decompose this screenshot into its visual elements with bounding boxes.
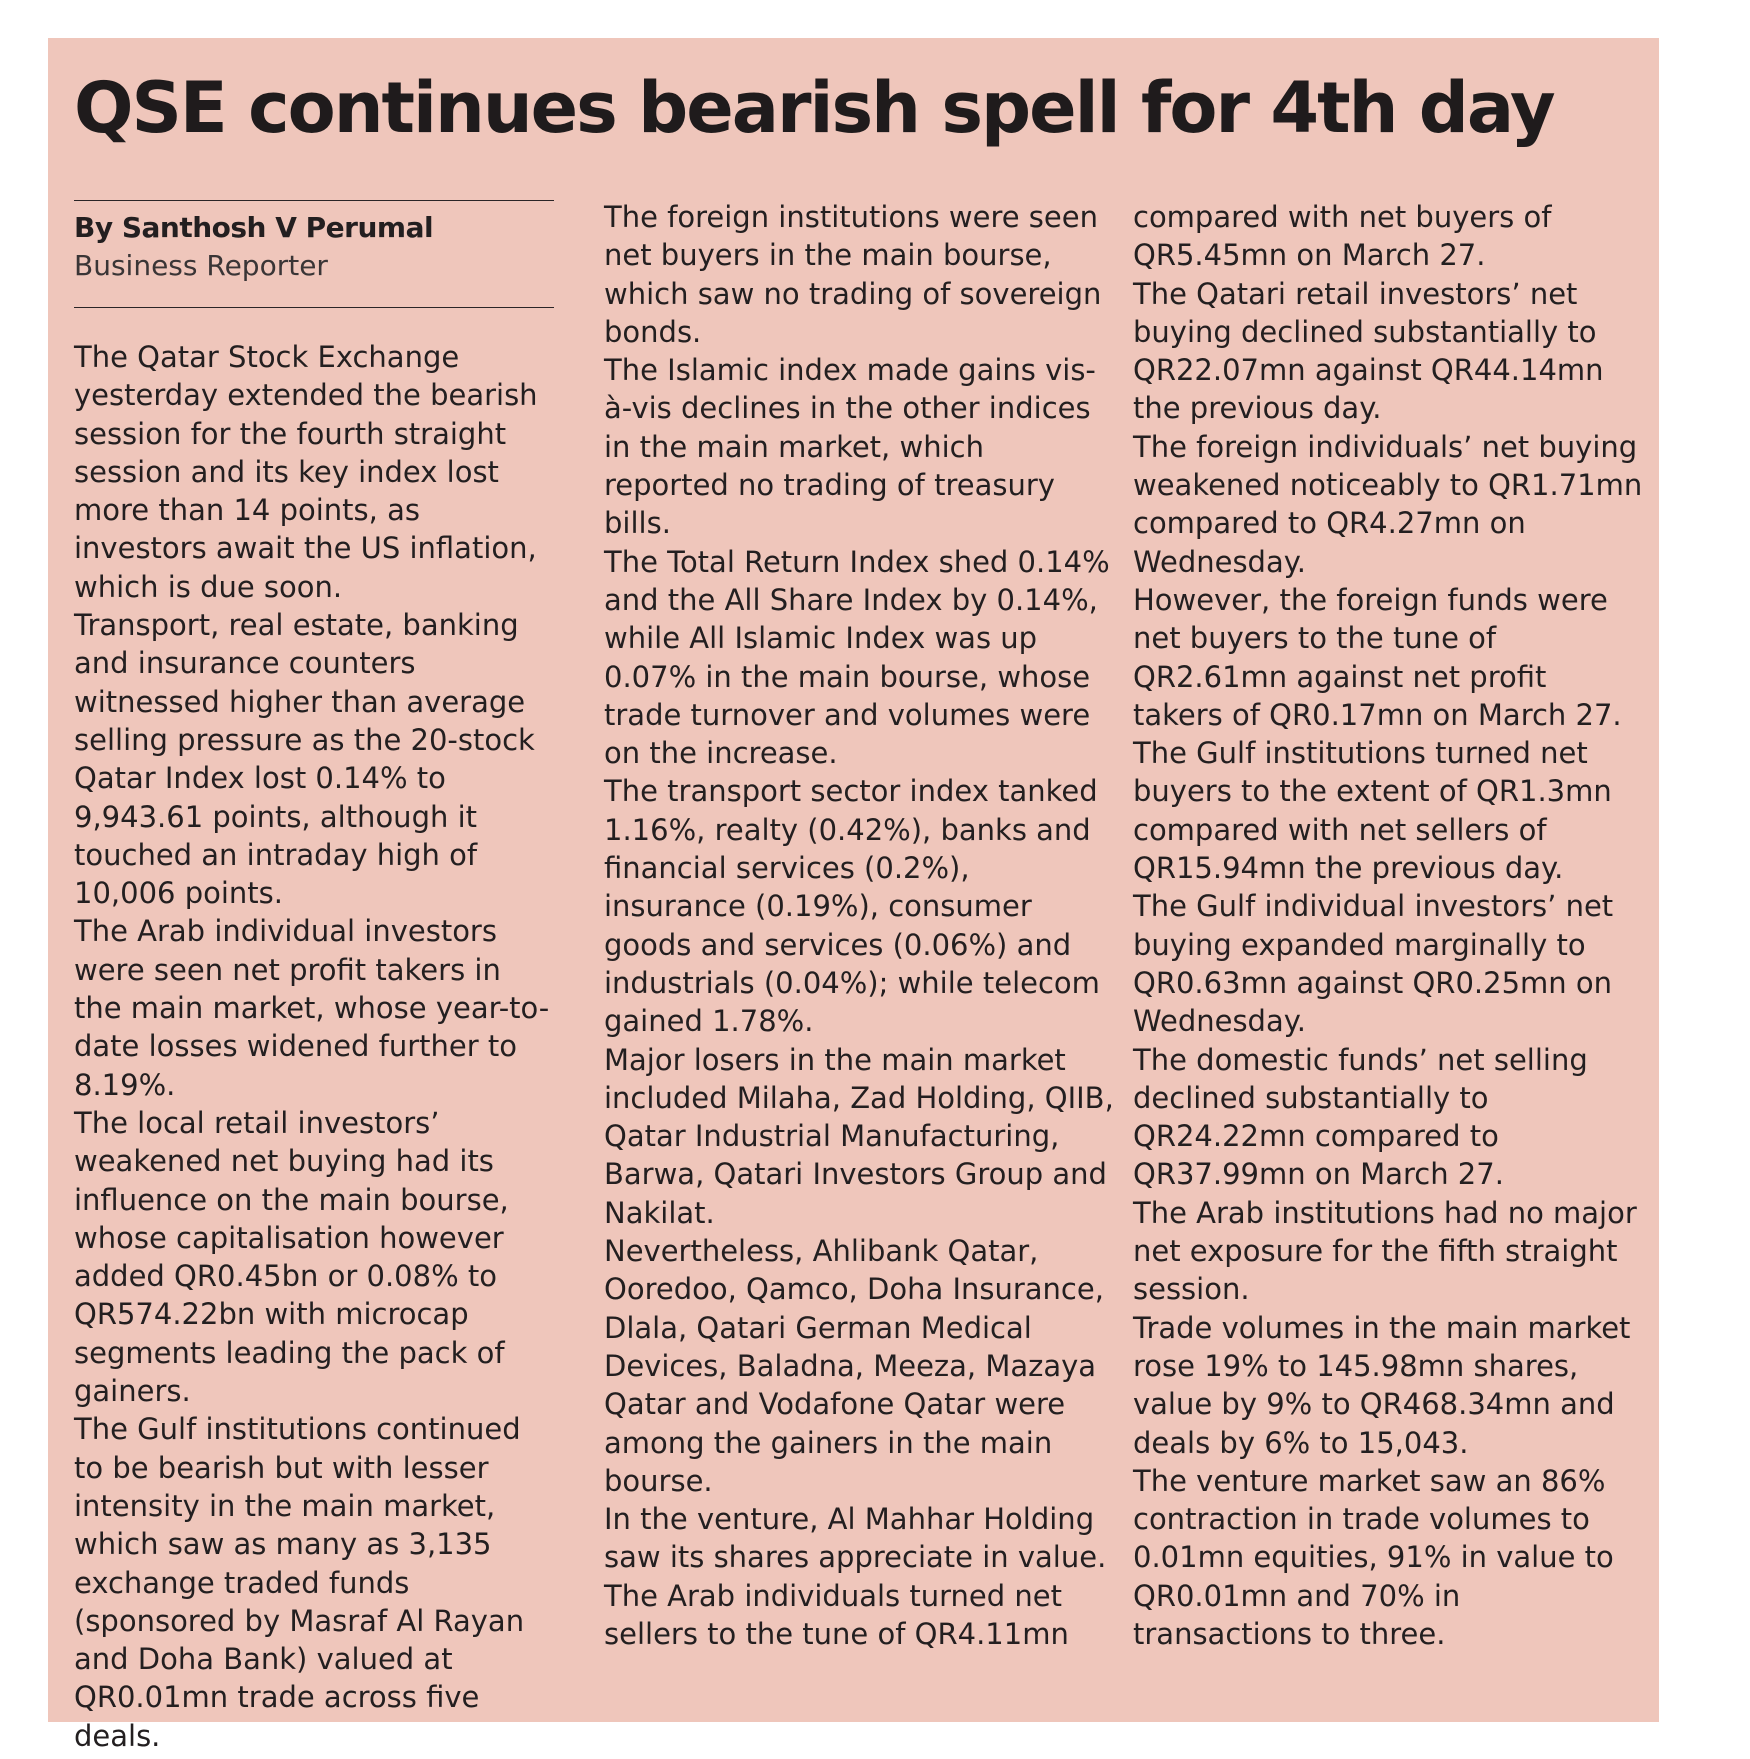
paragraph: Trade volumes in the main market rose 19% to 145.98mn shares, value by 9% to QR468.34mn and deals by 6% to 15,043. bbox=[1133, 1310, 1631, 1460]
paragraph: The Gulf individual investors’ net buying expanded marginally to QR0.63mn against QR0.25mn on Wednesday. bbox=[1133, 889, 1614, 1039]
paragraph: The local retail investors’ weakened net buying had its influence on the main bourse, whose capitalisation however added QR0.45bn or 0.08% to QR574.22bn with microcap segments leading the pack of gainers. bbox=[74, 1105, 509, 1409]
paragraph: The domestic funds’ net selling declined substantially to QR24.22mn compared to QR37.99mn on March 27. bbox=[1133, 1042, 1588, 1192]
paragraph: However, the foreign funds were net buyers to the tune of QR2.61mn against net profit takers of QR0.17mn on March 27. bbox=[1133, 582, 1622, 732]
paragraph: The transport sector index tanked 1.16%, realty (0.42%), banks and financial services (0.2%), insurance (0.19%), consumer goods and services (0.06%) and industrials (0.04%); while telecom gained 1.78%. bbox=[604, 774, 1100, 1039]
article-panel bbox=[48, 38, 1659, 1753]
paragraph: The Islamic index made gains vis-à-vis declines in the other indices in the main market, which reported no trading of treasury bills. bbox=[604, 353, 1096, 541]
paragraph: The foreign institutions were seen net buyers in the main bourse, which saw no trading of sovereign bonds. bbox=[604, 200, 1102, 349]
column-2 bbox=[604, 198, 1114, 1653]
headline: QSE continues bearish spell for 4th day bbox=[74, 67, 1554, 149]
paragraph: compared with net buyers of QR5.45mn on March 27. bbox=[1133, 200, 1552, 273]
paragraph: The Arab institutions had no major net exposure for the fifth straight session. bbox=[1133, 1195, 1637, 1307]
paragraph: Transport, real estate, banking and insurance counters witnessed higher than average selling pressure as the 20-stock Qatar Index lost 0.14% to 9,943.61 points, although it touched an intraday high of 10,006 points. bbox=[74, 608, 535, 911]
column-1 bbox=[74, 200, 554, 1755]
paragraph: The venture market saw an 86% contraction in trade volumes to 0.01mn equities, 91% in value to QR0.01mn and 70% in transactions to three. bbox=[1133, 1463, 1614, 1651]
paragraph: The Gulf institutions turned net buyers to the extent of QR1.3mn compared with net sellers of QR15.94mn the previous day. bbox=[1133, 736, 1612, 886]
paragraph: The Arab individuals turned net sellers to the tune of QR4.11mn bbox=[604, 1578, 1069, 1651]
author-role: Business Reporter bbox=[74, 249, 328, 282]
author-name: By Santhosh V Perumal bbox=[74, 211, 434, 244]
byline bbox=[74, 200, 554, 308]
paragraph: The Qatari retail investors’ net buying declined substantially to QR22.07mn against QR44.14mn the previous day. bbox=[1133, 276, 1604, 426]
paragraph: Major losers in the main market included Milaha, Zad Holding, QIIB, Qatar Industrial Manufacturing, Barwa, Qatari Investors Group and Nakilat. bbox=[604, 1042, 1114, 1230]
paragraph: The Gulf institutions continued to be bearish but with lesser intensity in the main market, which saw as many as 3,135 exchange traded funds (sponsored by Masraf Al Rayan and Doha Bank) valued at QR0.01mn trade across five deals. bbox=[74, 1412, 525, 1753]
paragraph: The Total Return Index shed 0.14% and the All Share Index by 0.14%, while All Islamic Index was up 0.07% in the main bourse, whose trade turnover and volumes were on the increase. bbox=[604, 544, 1110, 771]
paragraph: In the venture, Al Mahhar Holding saw its shares appreciate in value. bbox=[604, 1502, 1107, 1575]
column-3 bbox=[1133, 198, 1643, 1653]
paragraph: The foreign individuals’ net buying weakened noticeably to QR1.71mn compared to QR4.27mn on Wednesday. bbox=[1133, 429, 1643, 579]
paragraph: The Qatar Stock Exchange yesterday extended the bearish session for the fourth straight session and its key index lost more than 14 points, as investors await the US inflation, which is due soon. bbox=[74, 340, 538, 604]
paragraph: The Arab individual investors were seen net profit takers in the main market, whose year-to-date losses widened further to 8.19%. bbox=[74, 914, 550, 1102]
paragraph: Nevertheless, Ahlibank Qatar, Ooredoo, Qamco, Doha Insurance, Dlala, Qatari German Medical Devices, Baladna, Meeza, Mazaya Qatar and Vodafone Qatar were among the gainers in the main bourse. bbox=[604, 1234, 1104, 1498]
